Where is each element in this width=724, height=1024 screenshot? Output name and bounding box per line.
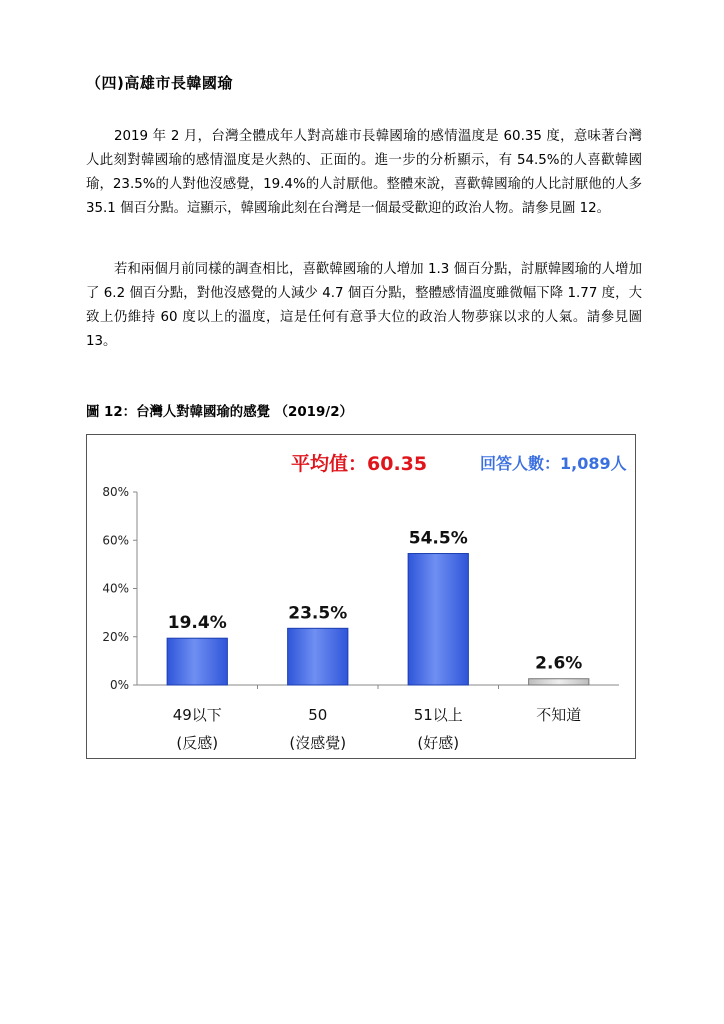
- figure-caption: 圖 12：台灣人對韓國瑜的感覺 （2019/2）: [86, 405, 353, 420]
- data-label: 23.5%: [288, 603, 348, 624]
- paragraph-2: 若和兩個月前同樣的調查相比，喜歡韓國瑜的人增加 1.3 個百分點，討厭韓國瑜的人增加了 6.2 個百分點，對他沒感覺的人減少 4.7 個百分點，整體感情溫度雖微幅下降 1.77 度，大致上仍維持 60 度以上的溫度，這是任何有意爭大位的政治人物夢寐以求的人氣。請參見圖 13。: [86, 262, 642, 349]
- bar: [408, 554, 468, 685]
- paragraph-1: 2019 年 2 月，台灣全體成年人對高雄市長韓國瑜的感情溫度是 60.35 度，意味著台灣人此刻對韓國瑜的感情溫度是火熱的、正面的。進一步的分析顯示，有 54.5%的人喜歡韓國瑜，23.5%的人對他沒感覺，19.4%的人討厭他。整體來說，喜歡韓國瑜的人比討厭他的人多 35.1 個百分點。這顯示，韓國瑜此刻在台灣是一個最受歡迎的政治人物。請參見圖 12。: [86, 129, 642, 216]
- y-tick-label: 60%: [102, 533, 129, 548]
- bar: [167, 638, 227, 685]
- y-tick-label: 0%: [109, 678, 129, 692]
- y-tick-label: 20%: [102, 629, 129, 644]
- data-label: 19.4%: [167, 613, 227, 634]
- category-label: 50: [308, 706, 328, 724]
- data-label: 54.5%: [408, 528, 468, 549]
- bar-chart: [87, 435, 635, 758]
- respondents-annotation: 回答人數：1,089人: [480, 454, 627, 473]
- average-annotation: 平均值：60.35: [291, 453, 428, 475]
- category-sublabel: (反感): [176, 734, 219, 752]
- bar: [529, 679, 589, 685]
- category-sublabel: (好感): [417, 734, 460, 752]
- data-label: 2.6%: [535, 653, 583, 674]
- y-tick-label: 80%: [102, 485, 129, 499]
- category-sublabel: (沒感覺): [289, 734, 347, 752]
- bar: [288, 628, 348, 685]
- category-label: 49以下: [172, 706, 222, 724]
- chart-frame: [86, 434, 636, 759]
- category-label: 51以上: [413, 706, 463, 724]
- section-heading: （四)高雄市長韓國瑜: [86, 74, 233, 92]
- y-tick-label: 40%: [102, 581, 129, 596]
- category-label: 不知道: [536, 706, 582, 724]
